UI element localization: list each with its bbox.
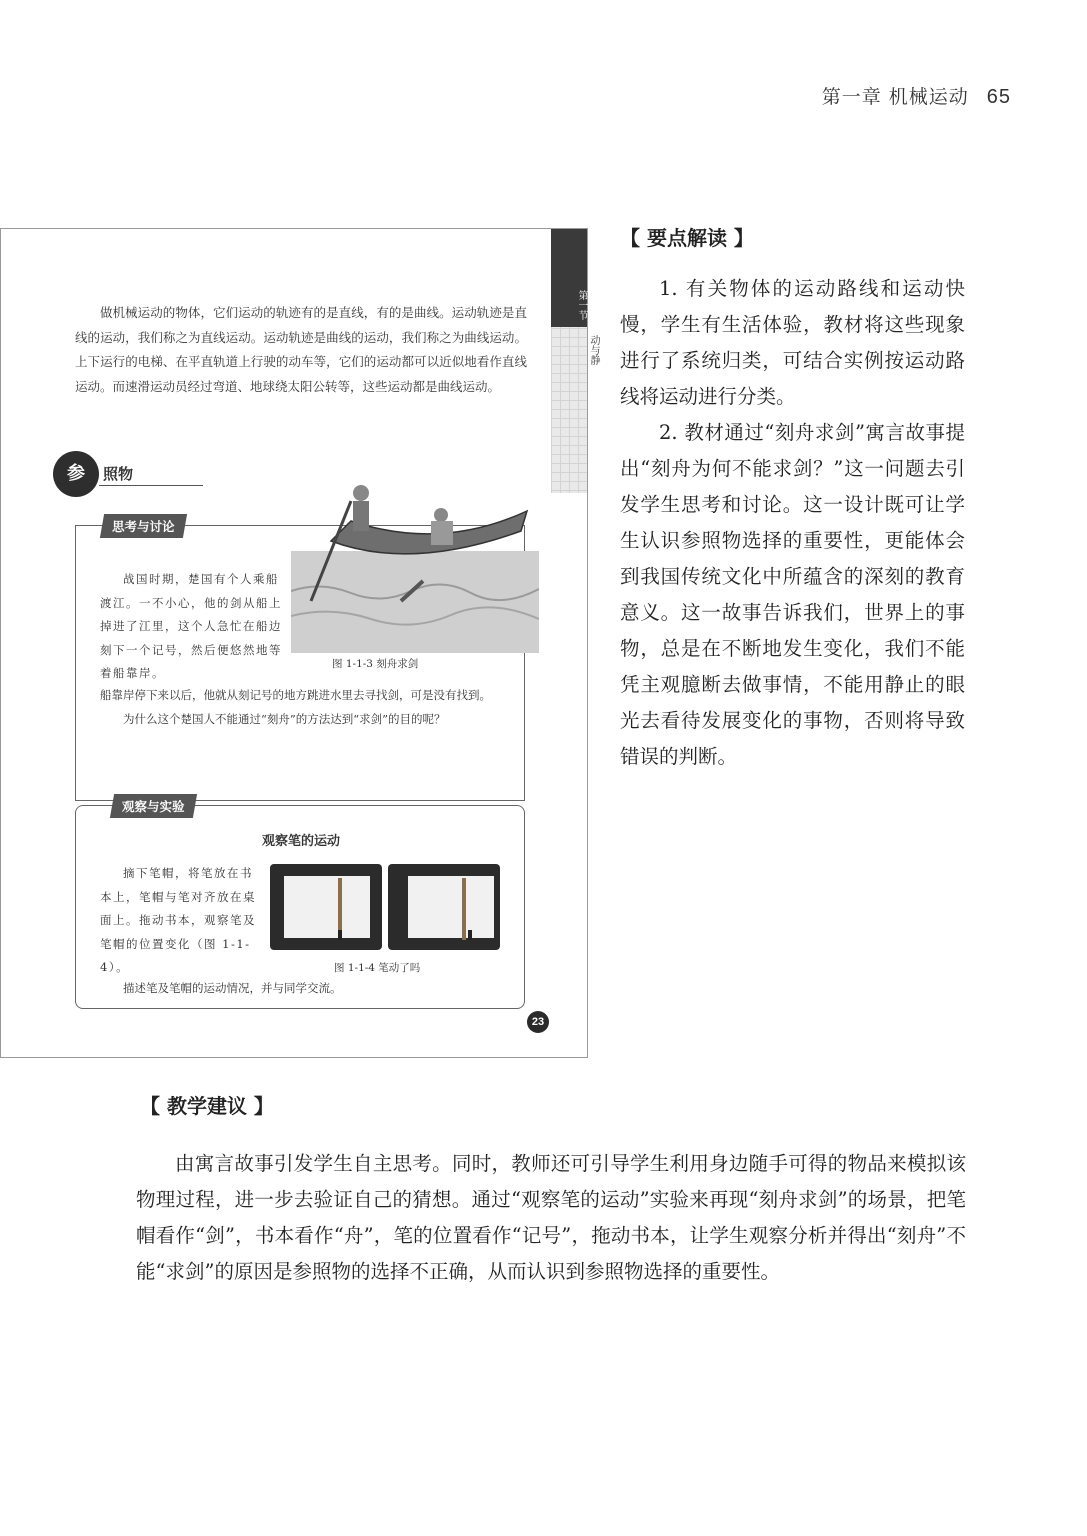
boatman-head: [353, 485, 369, 501]
teaching-heading: 【 教学建议 】: [140, 1094, 274, 1118]
teaching-text: 由寓言故事引发学生自主思考。同时，教师还可引导学生利用身边随手可得的物品来模拟该物理过程，进一步去验证自己的猜想。通过“观察笔的运动”实验来再现“刻舟求剑”的场景，把笔帽看作“剑”，书本看作“舟”，笔的位置看作“记号”，拖动书本，让学生观察分析并得出“刻舟”不能“求剑”的原因是参照物的选择不正确，从而认识到参照物选择的重要性。: [136, 1152, 966, 1283]
experiment-box: [75, 799, 525, 1009]
discussion-question: 为什么这个楚国人不能通过“刻舟”的方法达到“求剑”的目的呢？: [123, 711, 446, 726]
section-underline: [99, 485, 203, 486]
key-point-1: 1. 有关物体的运动路线和运动快慢，学生有生活体验，教材将这些现象进行了系统归类，可结合实例按运动路线将运动进行分类。: [620, 277, 965, 408]
photo-pen-after: [388, 864, 500, 950]
boatman-body: [353, 501, 369, 531]
key-point-2: 2. 教材通过“刻舟求剑”寓言故事提出“刻舟为何不能求剑？”这一问题去引发学生思考和讨论。这一设计既可让学生认识参照物选择的重要性，更能体会到我国传统文化中所蕴含的深刻的教育意义。这一故事告诉我们，世界上的事物，总是在不断地发生变化，我们不能凭主观臆断去做事情，不能用静止的眼光去看待发展变化的事物，否则将导致错误的判断。: [620, 421, 965, 768]
experiment-text: 摘下笔帽，将笔放在书本上，笔帽与笔对齐放在桌面上。拖动书本，观察笔及笔帽的位置变化（图 1-1-4）。: [100, 866, 256, 974]
passenger-head: [434, 508, 448, 522]
key-points-heading: 【 要点解读 】: [620, 226, 754, 250]
experiment-title: 观察笔的运动: [261, 834, 340, 849]
story-continued-text: 船靠岸停下来以后，他就从刻记号的地方跳进水里去寻找剑，可是没有找到。: [100, 688, 491, 702]
page-number: 65: [986, 86, 1011, 108]
section-badge: 参: [53, 451, 99, 497]
intro-paragraph: 做机械运动的物体，它们运动的轨迹有的是直线，有的是曲线。运动轨迹是直线的运动，我们称之为直线运动。运动轨迹是曲线的运动，我们称之为曲线运动。上下运行的电梯、在平直轨道上行驶的动车等，它们的运动都可以近似地看作直线运动。而速滑运动员经过弯道、地球绕太阳公转等，这些运动都是曲线运动。: [75, 305, 527, 394]
chapter-title: 第一章 机械运动: [821, 86, 969, 108]
discussion-tag: 思考与讨论: [100, 514, 187, 538]
boat-illustration: [291, 481, 539, 653]
section-title: 照物: [103, 465, 134, 483]
section-heading: [53, 451, 153, 491]
photo-pen-before: [270, 864, 382, 950]
figure-caption-pen: 图 1-1-4 笔动了吗: [334, 962, 421, 974]
experiment-tag: 观察与实验: [110, 794, 197, 818]
textbook-page-number: 23: [527, 1011, 549, 1033]
side-tab-section: 第一节: [551, 229, 587, 327]
side-tab-subtitle: 动与静: [588, 335, 599, 365]
experiment-instruction: 描述笔及笔帽的运动情况，并与同学交流。: [123, 981, 342, 995]
story-continued: [100, 684, 510, 731]
water-background: [291, 551, 539, 653]
passenger-body: [431, 521, 453, 545]
teaching-section: [136, 1146, 966, 1290]
story-text: 战国时期，楚国有个人乘船渡江。一不小心，他的剑从船上掉进了江里，这个人急忙在船边刻下一个记号，然后便悠然地等着船靠岸。: [100, 572, 282, 680]
side-tab: [551, 229, 599, 493]
page-header: [822, 82, 1011, 109]
key-points-section: [620, 222, 965, 775]
textbook-page-image: [0, 228, 599, 1058]
figure-caption-boat: 图 1-1-3 刻舟求剑: [332, 658, 419, 670]
